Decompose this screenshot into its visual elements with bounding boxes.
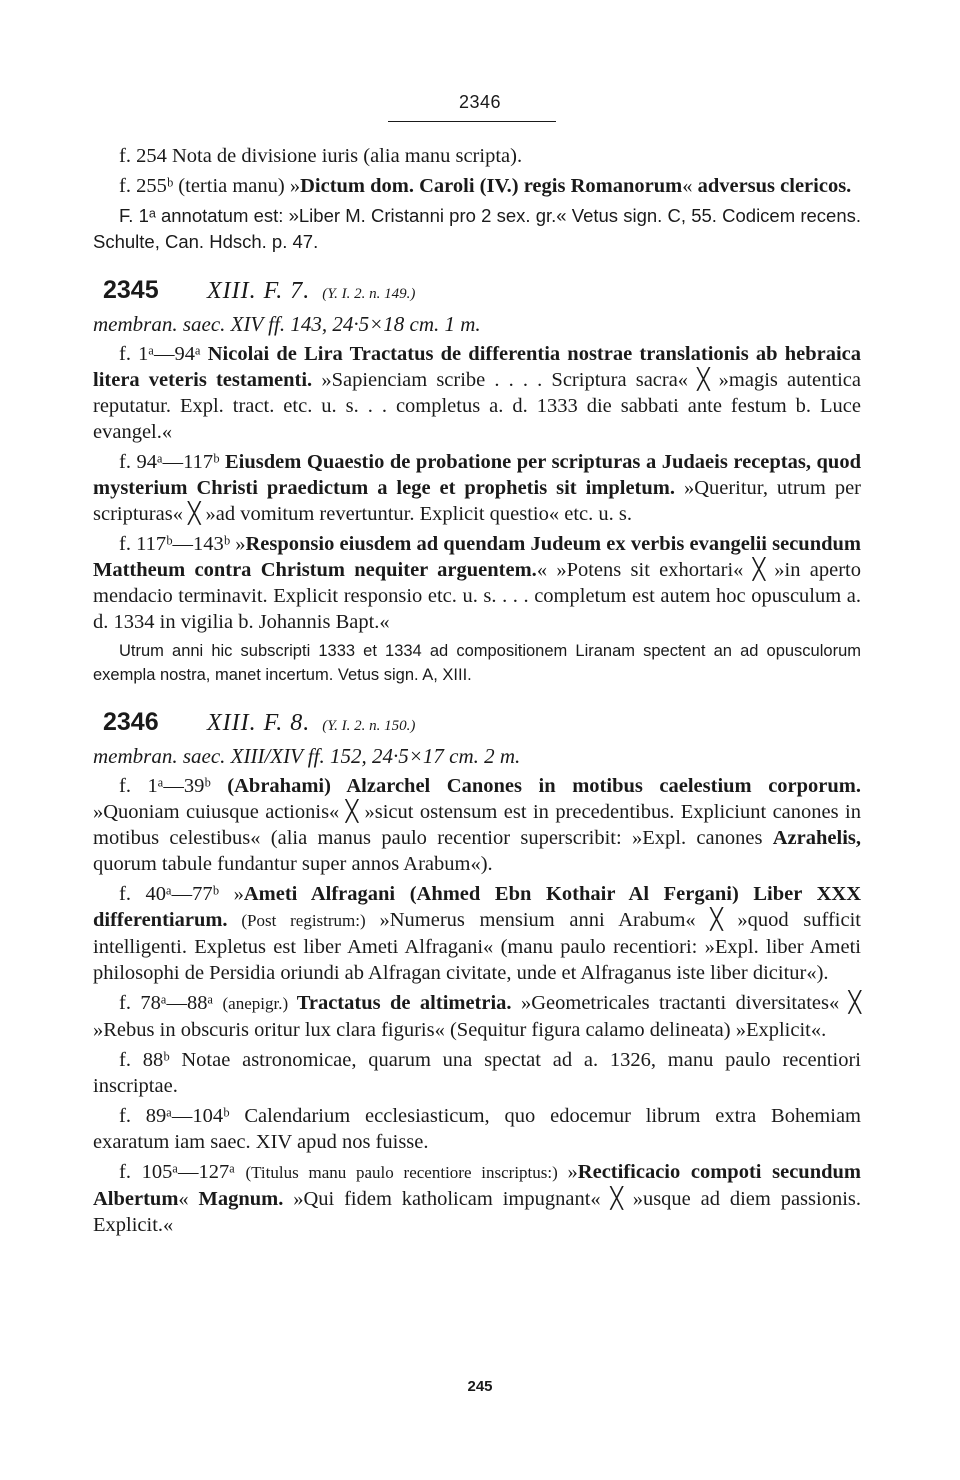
entry-signature: XIII. F. 8.: [207, 710, 311, 736]
folio-range: f. 105ᵃ—127ᵃ: [119, 1161, 246, 1183]
item-text: f. 89ᵃ—104ᵇ Calendarium ecclesiasticum, quo edocemur librum extra Bohemiam exaratum iam saec. XIV apud nos fuisse.: [93, 1105, 861, 1153]
folio-range: f. 117ᵇ—143ᵇ »: [119, 533, 246, 555]
header-rule: [388, 121, 556, 122]
editor-remark: (anepigr.): [222, 994, 297, 1013]
quote-mark: »: [567, 1161, 578, 1183]
entry-item: [93, 990, 861, 1043]
folio-range: f. 78ᵃ—88ᵃ: [119, 992, 223, 1014]
note-text: Utrum anni hic subscripti 1333 et 1334 ad compositionem Liranam spectent an ad opusculorum exempla nostra, manet incertum. Vetus sign. A, XIII.: [93, 642, 861, 684]
entry-item: [93, 341, 861, 445]
editor-remark: (Titulus manu paulo recentiore inscriptus:): [245, 1163, 568, 1182]
work-title: Azrahelis,: [772, 827, 861, 849]
item-text: f. 88ᵇ Notae astronomicae, quarum una spectat ad a. 1326, manu paulo recentiori inscriptae.: [93, 1049, 861, 1097]
entry-item: [93, 1103, 861, 1155]
page-number: 245: [467, 1378, 493, 1395]
entry-shelfmark: (Y. I. 2. n. 149.): [322, 286, 416, 302]
entry-number: 2345: [103, 276, 159, 304]
incipit-explicit: »Geometricales tractanti diversitates« ╳ »Rebus in obscuris oritur lux clara figuris« (Sequitur figura calamo delineata) »Explicit«.: [93, 992, 862, 1041]
intro-text: F. 1ᵃ annotatum est: »Liber M. Cristanni pro 2 sex. gr.« Vetus sign. C, 55. Codicem recens. Schulte, Can. Hdsch. p. 47.: [93, 205, 861, 252]
intro-text: f. 255ᵇ (tertia manu) »: [119, 175, 301, 197]
incipit-explicit: « »Potens sit exhortari« ╳ »in aperto mendacio terminavit. Explicit responsio etc. u. s. . . . completum est autem hoc opusculum a. d. 1334 in vigilia b. Johannis Bapt.«: [93, 559, 861, 633]
intro-line-1: [93, 143, 861, 169]
entry-item: [93, 773, 861, 877]
intro-text: «: [682, 175, 698, 197]
entry-item: [93, 531, 861, 635]
work-title: Rectificacio compoti secundum Albertum: [93, 1161, 861, 1210]
folio-range: f. 1ᵃ—39ᵇ: [119, 775, 228, 797]
entry-heading-2346: [93, 709, 861, 739]
work-title: Magnum.: [198, 1188, 284, 1210]
incipit-explicit: »Sapienciam scribe . . . . Scriptura sacra« ╳ »magis autentica reputatur. Expl. tract. etc. u. s. . . completus a. d. 1333 die sabbati ante festum b. Luce evangel.«: [93, 369, 861, 443]
intro-title: Dictum dom. Caroli (IV.) regis Romanorum: [300, 175, 683, 197]
incipit-explicit: »Numerus mensium anni Arabum« ╳ »quod sufficit intelligenti. Expletus est liber Ameti Alfragani« (manu paulo recentiori: »Expl. liber Ameti philosophi de Persidia oriundi ab Alfragan civitate, unde et Alfraganus iste liber dicitur«).: [93, 909, 861, 984]
work-title: Ameti Alfragani (Ahmed Ebn Kothair Al Fergani) Liber XXX differentiarum.: [93, 883, 861, 931]
editor-remark: (Post registrum:): [227, 911, 380, 930]
entry-physical-description: membran. saec. XIV ff. 143, 24·5×18 cm. 1 m.: [93, 312, 481, 336]
incipit-explicit: »Quoniam cuiusque actionis« ╳ »sicut ostensum est in precedentibus. Expliciunt canones in motibus celestibus« (alia manus paulo recentior superscribit: »Expl. canones: [93, 801, 861, 849]
entry-note: [93, 639, 861, 687]
running-head: 2346: [458, 92, 502, 112]
work-title: Tractatus de altimetria.: [296, 992, 512, 1014]
work-title: (Abrahami) Alzarchel Canones in motibus caelestium corporum.: [227, 775, 861, 797]
folio-range: f. 94ᵃ—117ᵇ: [119, 451, 225, 473]
entry-signature: XIII. F. 7.: [207, 278, 311, 304]
entry-item: [93, 1159, 861, 1238]
entry-heading-2345: [93, 277, 861, 307]
entry-item: [93, 1047, 861, 1099]
entry-item: [93, 449, 861, 527]
page-body: [93, 143, 861, 1238]
incipit-explicit: quorum tabule fundantur super annos Arabum«).: [93, 853, 493, 875]
quote-mark: «: [178, 1188, 199, 1210]
work-title: Responsio eiusdem ad quendam Judeum ex verbis evangelii secundum Mattheum contra Christum nequiter arguentem.: [93, 533, 861, 581]
incipit-explicit: »Qui fidem katholicam impugnant« ╳ »usque ad diem passionis. Explicit.«: [93, 1188, 861, 1236]
entry-number: 2346: [103, 708, 159, 736]
entry-item: [93, 881, 861, 986]
intro-text: f. 254 Nota de divisione iuris (alia manu scripta).: [119, 145, 523, 167]
intro-line-3: [93, 203, 861, 255]
folio-range: f. 1ᵃ—94ᵃ: [119, 343, 208, 365]
incipit-explicit: »Queritur, utrum per scripturas« ╳ »ad vomitum revertuntur. Explicit questio« etc. u. s.: [93, 477, 861, 525]
work-title: Nicolai de Lira Tractatus de differentia nostrae translationis ab hebraica litera veteris testamenti.: [93, 343, 861, 391]
work-title: Eiusdem Quaestio de probatione per scripturas a Judaeis receptas, quod mysterium Christi praedictum a lege et prophetis sit impletum.: [93, 451, 861, 499]
intro-line-2: [93, 173, 861, 199]
entry-shelfmark: (Y. I. 2. n. 150.): [322, 718, 416, 734]
entry-physical-description: membran. saec. XIII/XIV ff. 152, 24·5×17 cm. 2 m.: [93, 744, 521, 768]
intro-title: adversus clericos.: [697, 175, 852, 197]
folio-range: f. 40ᵃ—77ᵇ »: [119, 883, 244, 905]
